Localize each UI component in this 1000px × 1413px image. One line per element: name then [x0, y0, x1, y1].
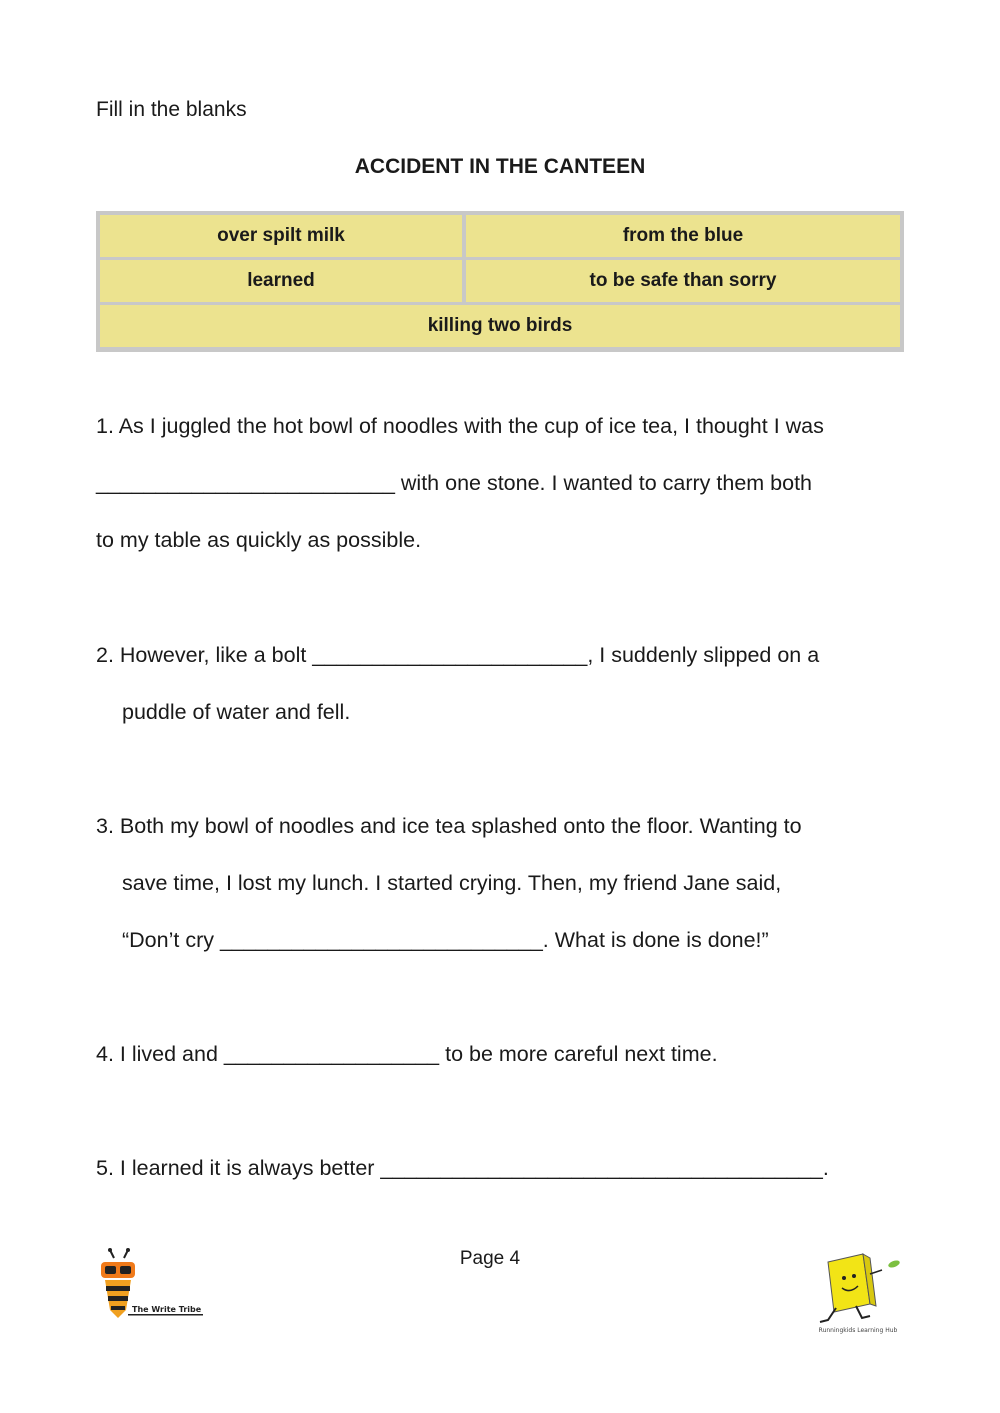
question-2-line-2: puddle of water and fell.	[122, 700, 351, 724]
word-bank-cell: from the blue	[466, 215, 900, 257]
question-1-line-3: to my table as quickly as possible.	[96, 528, 422, 552]
instruction: Fill in the blanks	[96, 98, 247, 121]
word-bank	[96, 211, 904, 352]
word-bank-cell: over spilt milk	[100, 215, 462, 257]
page-number: Page 4	[459, 1248, 521, 1269]
logo-left-text: The Write Tribe	[132, 1305, 202, 1314]
running-book-icon	[808, 1244, 908, 1344]
question-1-line-1: 1. As I juggled the hot bowl of noodles with the cup of ice tea, I thought I was	[96, 414, 824, 438]
word-bank-cell: to be safe than sorry	[466, 260, 900, 302]
word-bank-row	[100, 260, 900, 302]
question-1-line-2: _________________________ with one stone. I wanted to carry them both	[96, 471, 813, 495]
bee-icon	[96, 1248, 211, 1328]
runningkids-logo	[808, 1244, 908, 1344]
question-3-line-2: save time, I lost my lunch. I started crying. Then, my friend Jane said,	[122, 871, 782, 895]
worksheet-title: ACCIDENT IN THE CANTEEN	[354, 155, 646, 178]
question-5-line-1: 5. I learned it is always better _____________________________________.	[96, 1156, 829, 1180]
word-bank-row	[100, 215, 900, 257]
question-3-line-1: 3. Both my bowl of noodles and ice tea splashed onto the floor. Wanting to	[96, 814, 802, 838]
question-4-line-1: 4. I lived and __________________ to be more careful next time.	[96, 1042, 718, 1066]
word-bank-cell: learned	[100, 260, 462, 302]
logo-right-text: Runningkids Learning Hub	[818, 1327, 898, 1334]
word-bank-row	[100, 305, 900, 347]
word-bank-cell: killing two birds	[100, 305, 900, 347]
write-tribe-logo	[96, 1248, 211, 1328]
question-2-line-1: 2. However, like a bolt _______________________, I suddenly slipped on a	[96, 643, 820, 667]
question-3-line-3: “Don’t cry ___________________________. What is done is done!”	[122, 928, 769, 952]
